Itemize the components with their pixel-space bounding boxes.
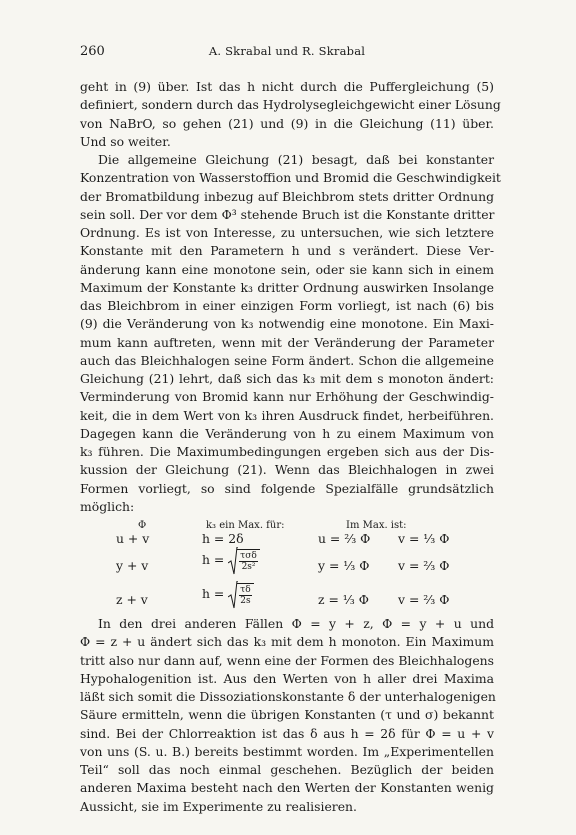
radicand-denominator: 2s <box>240 596 251 606</box>
text-line: von NaBrO, so gehen (21) und (9) in die Gleichung (11) über. <box>80 115 494 131</box>
text-line: auch das Bleichhalogen seine Form ändert. Schon die allgemeine <box>80 352 494 368</box>
radicand-numerator: τδ <box>240 585 251 595</box>
text-line: tritt also nur dann auf, wenn eine der Formen des Bleichhalogens <box>80 652 494 668</box>
table-cell-second: v = ⅔ Φ <box>398 592 450 607</box>
radicand-denominator: 2s² <box>241 562 256 572</box>
running-title: A. Skrabal und R. Skrabal <box>208 44 366 58</box>
table-cell-hmax: h = 2δ <box>202 531 244 546</box>
table-cell-phi: u + v <box>116 531 150 546</box>
page-header <box>80 44 494 62</box>
text-line: Aussicht, sie im Experimente zu realisieren. <box>80 798 357 814</box>
sqrt-expression <box>228 583 253 606</box>
paragraph-1 <box>80 78 501 151</box>
paragraph-3 <box>80 615 494 816</box>
text-line: Konstante mit den Parametern h und s verändert. Diese Ver- <box>80 243 494 259</box>
table-cell-hmax <box>202 583 254 606</box>
maxima-table <box>80 517 494 613</box>
text-line: läßt sich somit die Dissoziationskonstante δ der unterhalogenigen <box>80 689 496 704</box>
text-line: Maximum der Konstante k₃ dritter Ordnung auswirken Insolange <box>80 279 494 295</box>
text-line: Dagegen kann die Veränderung von h zu einem Maximum von <box>80 425 494 441</box>
text-line: Die allgemeine Gleichung (21) besagt, daß bei konstanter <box>98 152 494 167</box>
radicand-numerator: τσδ <box>240 551 257 561</box>
radicand-fraction <box>239 551 258 572</box>
text-line: geht in (9) über. Ist das h nicht durch die Puffergleichung (5) <box>80 79 494 94</box>
paragraph-2 <box>80 151 501 516</box>
text-line: mum kann auftreten, wenn mit der Veränderung der Parameter <box>80 334 494 350</box>
text-line: Formen vorliegt, so sind folgende Spezialfälle grundsätzlich <box>80 480 494 496</box>
text-line: kussion der Gleichung (21). Wenn das Bleichhalogen in zwei <box>80 462 494 478</box>
page-number: 260 <box>80 44 105 59</box>
text-line: das Bleichbrom in einer einzigen Form vorliegt, ist nach (6) bis <box>80 298 494 313</box>
text-line: keit, die in dem Wert von k₃ ihren Ausdruck findet, herbeiführen. <box>80 407 494 423</box>
sqrt-expression <box>228 549 260 572</box>
text-line: Gleichung (21) lehrt, daß sich das k₃ mit dem s monoton ändert: <box>80 371 494 386</box>
table-cell-first: y = ⅓ Φ <box>318 558 370 573</box>
text-line: Teil“ soll das noch einmal geschehen. Bezüglich der beiden <box>80 762 494 777</box>
h-prefix: h = <box>202 552 225 567</box>
text-line: sind. Bei der Chlorreaktion ist das δ aus h = 2δ für Φ = u + v <box>80 725 494 741</box>
text-line: Ordnung. Es ist von Interesse, zu untersuchen, wie sich letztere <box>80 225 494 240</box>
text-line: änderung kann eine monotone sein, oder sie kann sich in einem <box>80 261 494 277</box>
radical-sign-icon <box>228 547 238 575</box>
radical-sign-icon <box>228 581 238 609</box>
text-line: der Bromatbildung inbezug auf Bleichbrom stets dritter Ordnung <box>80 188 494 204</box>
text-line: Hypohalogenition ist. Aus den Werten von h aller drei Maxima <box>80 670 494 686</box>
text-line: Konzentration von Wasserstoffion und Bromid die Geschwindigkeit <box>80 170 501 186</box>
body-text <box>80 78 501 816</box>
text-line: Verminderung von Bromid kann nur Erhöhung der Geschwindig- <box>80 389 494 405</box>
text-line: definiert, sondern durch das Hydrolysegleichgewicht einer Lösung <box>80 97 501 113</box>
text-line: sein soll. Der vor dem Φ³ stehende Bruch ist die Konstante dritter <box>80 206 495 222</box>
text-line: anderen Maxima besteht nach den Werten der Konstanten wenig <box>80 780 494 796</box>
text-line: von uns (S. u. B.) bereits bestimmt worden. Im „Experimentellen <box>80 743 494 759</box>
text-line: Und so weiter. <box>80 133 171 149</box>
table-cell-second: v = ⅔ Φ <box>398 558 450 573</box>
table-header-k3: k₃ ein Max. für: <box>206 520 285 531</box>
table-cell-first: u = ⅔ Φ <box>318 531 371 546</box>
h-prefix: h = <box>202 586 225 601</box>
table-cell-phi: z + v <box>116 592 148 607</box>
table-header-max: Im Max. ist: <box>346 520 407 531</box>
text-line: (9) die Veränderung von k₃ notwendig eine monotone. Ein Maxi- <box>80 316 494 332</box>
text-line: möglich: <box>80 498 135 514</box>
text-line: Säure ermitteln, wenn die übrigen Konstanten (τ und σ) bekannt <box>80 707 494 723</box>
table-cell-first: z = ⅓ Φ <box>318 592 369 607</box>
table-cell-second: v = ⅓ Φ <box>398 531 450 546</box>
text-line: k₃ führen. Die Maximumbedingungen ergeben sich aus der Dis- <box>80 444 494 459</box>
table-cell-hmax <box>202 549 260 572</box>
page <box>80 44 501 816</box>
text-line: Φ = z + u ändert sich das k₃ mit dem h monoton. Ein Maximum <box>80 634 494 650</box>
radicand-fraction <box>239 585 251 606</box>
table-header-phi: Φ <box>138 520 147 531</box>
text-line: In den drei anderen Fällen Φ = y + z, Φ = y + u und <box>98 616 494 631</box>
table-cell-phi: y + v <box>116 558 149 573</box>
